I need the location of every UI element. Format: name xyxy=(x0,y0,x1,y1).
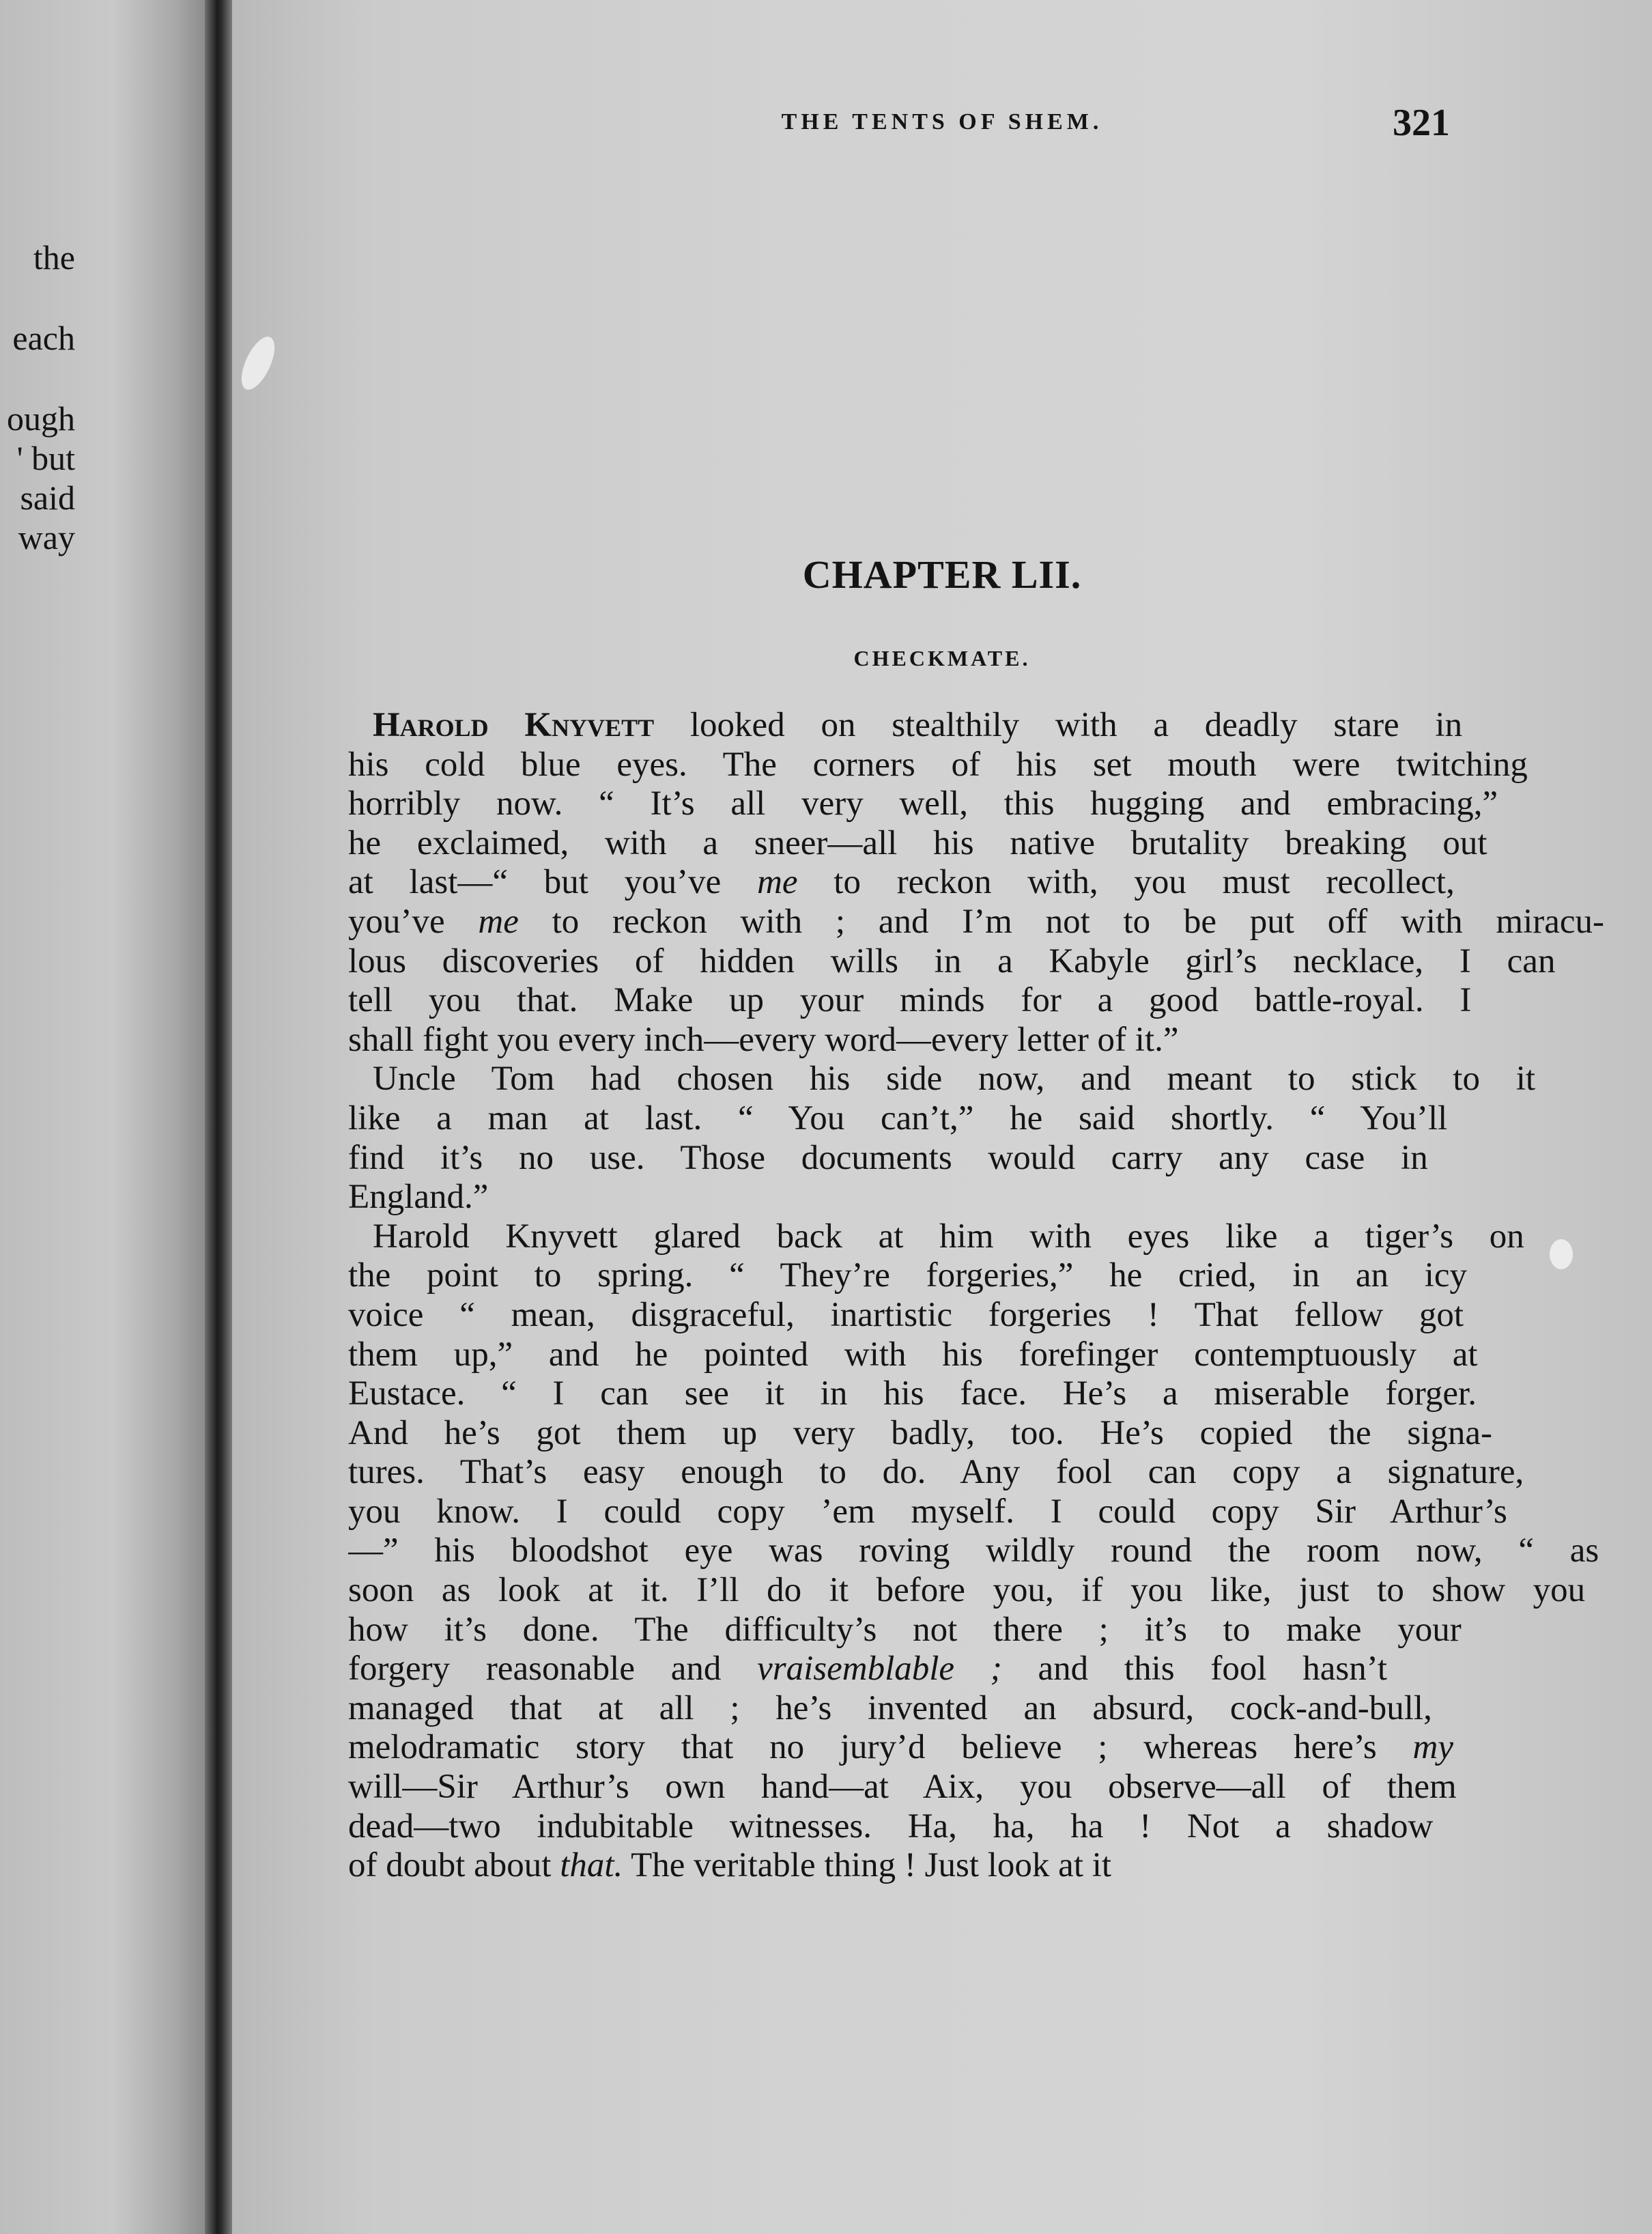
text-span: at last—“ but you’ve xyxy=(348,863,758,902)
text-span: Eustace. “ I can see it in his face. He’s a miserable forger. xyxy=(348,1374,1477,1413)
text-line xyxy=(348,1099,1652,1139)
text-line xyxy=(348,1531,1652,1571)
right-page xyxy=(232,0,1652,2234)
text-line xyxy=(348,942,1652,982)
text-line xyxy=(348,1453,1652,1493)
text-span: managed that at all ; he’s invented an absurd, cock-and-bull, xyxy=(348,1688,1432,1727)
text-line xyxy=(348,1728,1652,1768)
page-number: 321 xyxy=(1393,102,1450,144)
text-span: to reckon with ; and I’m not to be put off with miracu- xyxy=(518,902,1604,941)
text-span: will—Sir Arthur’s own hand—at Aix, you observe—all of them xyxy=(348,1768,1457,1807)
text-span: them up,” and he pointed with his forefinger contemptuously at xyxy=(348,1335,1478,1374)
text-line xyxy=(348,1021,1652,1060)
text-line xyxy=(348,1217,1652,1257)
text-line xyxy=(348,1296,1652,1335)
text-span: me xyxy=(757,863,798,902)
text-span: —” his bloodshot eye was roving wildly round the room now, “ as xyxy=(348,1531,1599,1570)
text-line xyxy=(348,1846,1652,1886)
text-span: he exclaimed, with a sneer—all his native brutality breaking out xyxy=(348,823,1487,862)
text-span: Uncle Tom had chosen his side now, and meant to stick to it xyxy=(373,1060,1536,1099)
text-span: that. xyxy=(560,1846,623,1885)
text-line xyxy=(348,746,1652,785)
text-span: to reckon with, you must recollect, xyxy=(797,863,1455,902)
text-span: The veritable thing ! Just look at it xyxy=(623,1846,1112,1885)
text-line xyxy=(348,1650,1652,1689)
text-span: find it’s no use. Those documents would carry any case in xyxy=(348,1138,1428,1177)
left-page-fragment: each xyxy=(12,319,75,357)
text-span: Harold Knyvett glared back at him with eyes like a tiger’s on xyxy=(373,1217,1524,1256)
text-line xyxy=(348,903,1652,942)
text-span: looked on stealthily with a deadly stare in xyxy=(654,706,1463,744)
running-head: THE TENTS OF SHEM. xyxy=(781,109,1103,135)
text-span: melodramatic story that no jury’d believe ; whereas here’s xyxy=(348,1728,1413,1767)
text-span: lous discoveries of hidden wills in a Kabyle girl’s necklace, I can xyxy=(348,942,1556,980)
text-span: and this fool hasn’t xyxy=(1001,1650,1387,1688)
text-span: tures. That’s easy enough to do. Any fool can copy a signature, xyxy=(348,1453,1524,1492)
text-span: like a man at last. “ You can’t,” he said shortly. “ You’ll xyxy=(348,1099,1448,1137)
left-page-fragment: ' but xyxy=(16,439,75,477)
text-span: you’ve xyxy=(348,902,479,941)
text-span: shall fight you every inch—every word—every letter of it.” xyxy=(348,1020,1179,1059)
text-span: soon as look at it. I’ll do it before you, if you like, just to show you xyxy=(348,1571,1586,1610)
text-line xyxy=(348,1807,1652,1847)
text-line xyxy=(348,1414,1652,1454)
text-span: tell you that. Make up your minds for a good battle-royal. I xyxy=(348,981,1472,1020)
text-span: my xyxy=(1412,1728,1453,1767)
text-span: forgery reasonable and xyxy=(348,1650,758,1688)
text-line xyxy=(348,1493,1652,1532)
text-span: vraisemblable ; xyxy=(757,1650,1002,1688)
text-span: England.” xyxy=(348,1178,489,1217)
text-span: And he’s got them up very badly, too. He’s copied the signa- xyxy=(348,1413,1493,1452)
text-span: of doubt about xyxy=(348,1846,560,1885)
text-span: how it’s done. The difficulty’s not there ; it’s to make your xyxy=(348,1610,1462,1649)
text-line xyxy=(348,863,1652,903)
text-span: the point to spring. “ They’re forgeries,” he cried, in an icy xyxy=(348,1256,1468,1295)
text-line xyxy=(348,1139,1652,1178)
text-span: his cold blue eyes. The corners of his set mouth were twitching xyxy=(348,745,1528,784)
left-page xyxy=(0,0,205,2234)
text-line xyxy=(348,824,1652,864)
left-page-fragment: ough xyxy=(7,399,75,438)
chapter-subtitle: CHECKMATE. xyxy=(853,646,1031,670)
text-line xyxy=(348,1335,1652,1375)
left-page-fragment: the xyxy=(33,238,75,277)
book-gutter xyxy=(205,0,232,2234)
text-span: voice “ mean, disgraceful, inartistic forgeries ! That fellow got xyxy=(348,1295,1464,1334)
text-line xyxy=(348,1256,1652,1296)
text-line xyxy=(348,784,1652,824)
text-line xyxy=(348,1060,1652,1099)
text-line xyxy=(348,1689,1652,1729)
text-line xyxy=(348,1178,1652,1217)
paper-blemish xyxy=(1550,1239,1573,1269)
chapter-title: CHAPTER LII. xyxy=(802,552,1082,597)
text-line xyxy=(348,1611,1652,1650)
text-line xyxy=(348,706,1652,746)
text-line xyxy=(348,1374,1652,1414)
body-text xyxy=(348,706,1652,1886)
text-span: horribly now. “ It’s all very well, this hugging and embracing,” xyxy=(348,784,1498,823)
text-line xyxy=(348,1571,1652,1611)
text-line xyxy=(348,981,1652,1021)
left-page-fragment: way xyxy=(18,518,75,556)
paper-blemish xyxy=(235,332,281,394)
text-line xyxy=(348,1768,1652,1807)
left-page-fragment: said xyxy=(20,479,75,517)
text-span: you know. I could copy ’em myself. I could copy Sir Arthur’s xyxy=(348,1492,1507,1531)
text-span: me xyxy=(478,902,519,941)
text-span: dead—two indubitable witnesses. Ha, ha, ha ! Not a shadow xyxy=(348,1807,1434,1846)
text-span: Harold Knyvett xyxy=(373,706,655,744)
